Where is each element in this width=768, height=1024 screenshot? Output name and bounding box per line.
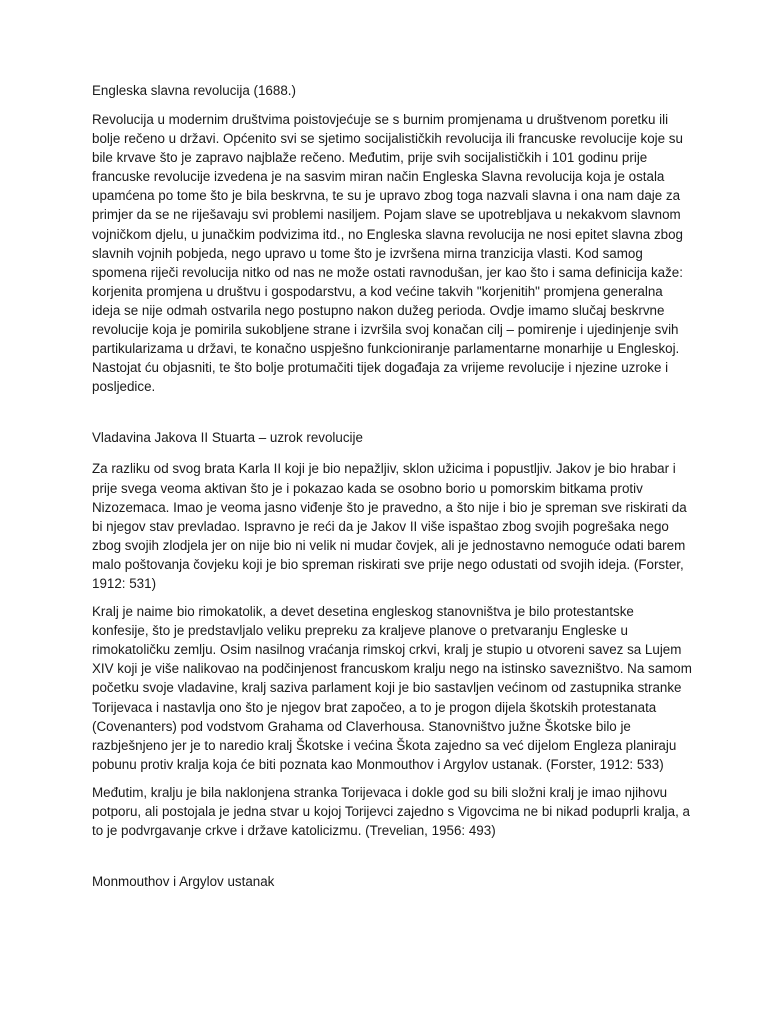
paragraph-introduction: Revolucija u modernim društvima poistovjećuje se s burnim promjenama u društvenom poretku ili bolje rečeno u državi. Općenito svi se sjetimo socijalističkih revolucija ili francuske revolucije koje su bile krvave što je zapravo najblaže rečeno. Međutim, prije svih socijalističkih i 101 godinu prije francuske revolucije izvedena je na sasvim miran način Engleska Slavna revolucija koja je ostala upamćena po tome što je bila beskrvna, te su je upravo zbog toga nazvali slavna i ona nam daje za primjer da se ne riješavaju svi problemi nasiljem. Pojam slave se upotrebljava u nekakvom slavnom vojničkom djelu, u junačkim podvizima itd., no Engleska slavna revolucija ne nosi epitet slavna zbog slavnih vojnih pobjeda, nego upravo u tome što je izvršena mirna tranzicija vlasti. Kod samog spomena riječi revolucija nitko od nas ne može ostati ravnodušan, jer kao što i sama definicija kaže: korjenita promjena u društvu i gospodarstvu, a kod većine takvih "korjenitih" promjena generalna ideja se nije odmah ostvarila nego postupno nakon dužeg perioda. Ovdje imamo slučaj beskrvne revolucije koja je pomirila sukobljene strane i izvršila svoj konačan cilj – pomirenje i ujedinjenje svih partikularizama u državi, te konačno uspješno funkcioniranje parlamentarne monarhije u Engleskoj. Nastojat ću objasniti, te što bolje protumačiti tijek događaja za vrijeme revolucije i njezine uzroke i posljedice. [92,112,683,395]
section-heading-james-ii-reign: Vladavina Jakova II Stuarta – uzrok revolucije [92,430,363,446]
section-heading-monmouth-argyll-rising: Monmouthov i Argylov ustanak [92,874,275,890]
section-heading-glorious-revolution: Engleska slavna revolucija (1688.) [92,83,296,98]
paragraph-tories-support: Međutim, kralju je bila naklonjena stranka Torijevaca i dokle god su bili složni kralj je imao njihovu potporu, ali postojala je jedna stvar u kojoj Torijevci zajedno s Vigovcima ne bi nikad poduprli kralja, a to je podvrgavanje crkve i države katolicizmu. (Trevelian, 1956: 493) [92,784,690,839]
paragraph-king-catholic: Kralj je naime bio rimokatolik, a devet desetina engleskog stanovništva je bilo protestantske konfesije, što je predstavljalo veliku prepreku za kraljeve planove o pretvaranju Engleske u rimokatoličku zemlju. Osim nasilnog vraćanja rimskoj crkvi, kralj je stupio u otvoreni savez sa Lujem XIV koji je više nalikovao na podčinjenost francuskom kralju nego na istinsko savezništvo. Na samom početku svoje vladavine, kralj saziva parlament koji je bio sastavljen većinom od zastupnika stranke Torijevaca i nastavlja ono što je njegov brat započeo, a to je progon dijela škotskih protestanata (Covenanters) pod vodstvom Grahama od Claverhousa. Stanovništvo južne Škotske bilo je razbješnjeno jer je to naredio kralj Škotske i većina Škota zajedno sa već dijelom Engleza planiraju pobunu protiv kralja koja će biti poznata kao Monmouthov i Argylov ustanak. (Forster, 1912: 533) [92,604,692,772]
paragraph-james-character: Za razliku od svog brata Karla II koji je bio nepažljiv, sklon užicima i popustljiv. Jakov je bio hrabar i prije svega veoma aktivan što je i pokazao kada se osobno borio u pomorskim bitkama protiv Nizozemaca. Imao je veoma jasno viđenje što je pravedno, a što nije i bio je spreman sve riskirati da bi njegov stav prevladao. Ispravno je reći da je Jakov II više ispaštao zbog svojih pogrešaka nego zbog svojih zlodjela jer on nije bio ni velik ni mudar čovjek, ali je jednostavno nemoguće odati barem malo poštovanja čovjeku koji je bio spreman riskirati sve prije nego odustati od svojih ideja. (Forster, 1912: 531) [92,461,687,591]
document-page [92,82,692,891]
